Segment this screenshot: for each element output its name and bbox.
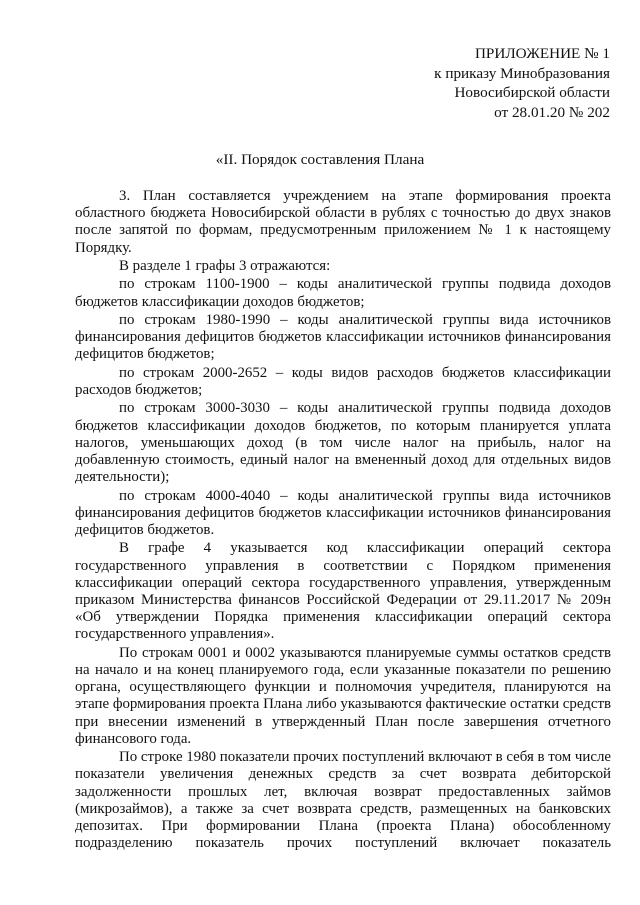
appendix-region: Новосибирской области — [454, 84, 610, 102]
paragraph: По строке 1980 показатели прочих поступлений включают в себя в том числе показатели увеличения денежных средств за счет возврата дебиторской задолженности прошлых лет, включая возврат предоставленных займов (микрозаймов), а также за счет возврата средств, размещенных на банковских депозитах. При формировании Плана (проекта Плана) обособленному подразделению показатель прочих поступлений включает показатель — [75, 749, 611, 852]
paragraph: по строкам 2000-2652 – коды видов расходов бюджетов классификации расходов бюджетов; — [75, 364, 611, 398]
appendix-header — [434, 44, 610, 122]
appendix-number: ПРИЛОЖЕНИЕ № 1 — [474, 45, 610, 62]
appendix-date: от 28.01.20 № 202 — [494, 103, 610, 121]
paragraph: по строкам 1100-1900 – коды аналитической группы подвида доходов бюджетов классификации доходов бюджетов; — [75, 276, 611, 310]
paragraph: 3. План составляется учреждением на этапе формирования проекта областного бюджета Новосибирской области в рублях с точностью до двух знаков после запятой по формам, предусмотренным приложением № 1 к настоящему Порядку. — [75, 188, 611, 256]
paragraph: В разделе 1 графы 3 отражаются: — [119, 258, 331, 274]
appendix-order-ref: к приказу Минобразования — [434, 64, 610, 82]
section-title: «II. Порядок составления Плана — [215, 151, 425, 168]
paragraph: В графе 4 указывается код классификации операций сектора государственного управления в соответствии с Порядком применения классификации операций сектора государственного управления, утвержденным приказом Министерства финансов Российской Федерации от 29.11.2017 № 209н «Об утверждении Порядка применения классификации операций сектора государственного управления». — [75, 540, 611, 643]
paragraph: по строкам 4000-4040 – коды аналитической группы вида источников финансирования дефицитов бюджетов классификации источников финансирования дефицитов бюджетов. — [75, 487, 611, 538]
document-body — [75, 188, 611, 854]
paragraph: по строкам 1980-1990 – коды аналитической группы вида источников финансирования дефицитов бюджетов классификации источников финансирования дефицитов бюджетов; — [75, 311, 611, 363]
paragraph: По строкам 0001 и 0002 указываются планируемые суммы остатков средств на начало и на конец планируемого года, если указанные показатели по решению органа, осуществляющего функции и полномочия учредителя, планируются на этапе формирования проекта Плана либо указываются фактические остатки средств при внесении изменений в утвержденный План после завершения отчетного финансового года. — [75, 644, 611, 747]
paragraph: по строкам 3000-3030 – коды аналитической группы подвида доходов бюджетов классификации доходов бюджетов, по которым планируется уплата налогов, уменьшающих доход (в том числе налог на прибыль, налог на добавленную стоимость, единый налог на вмененный доход для отдельных видов деятельности); — [75, 400, 611, 486]
